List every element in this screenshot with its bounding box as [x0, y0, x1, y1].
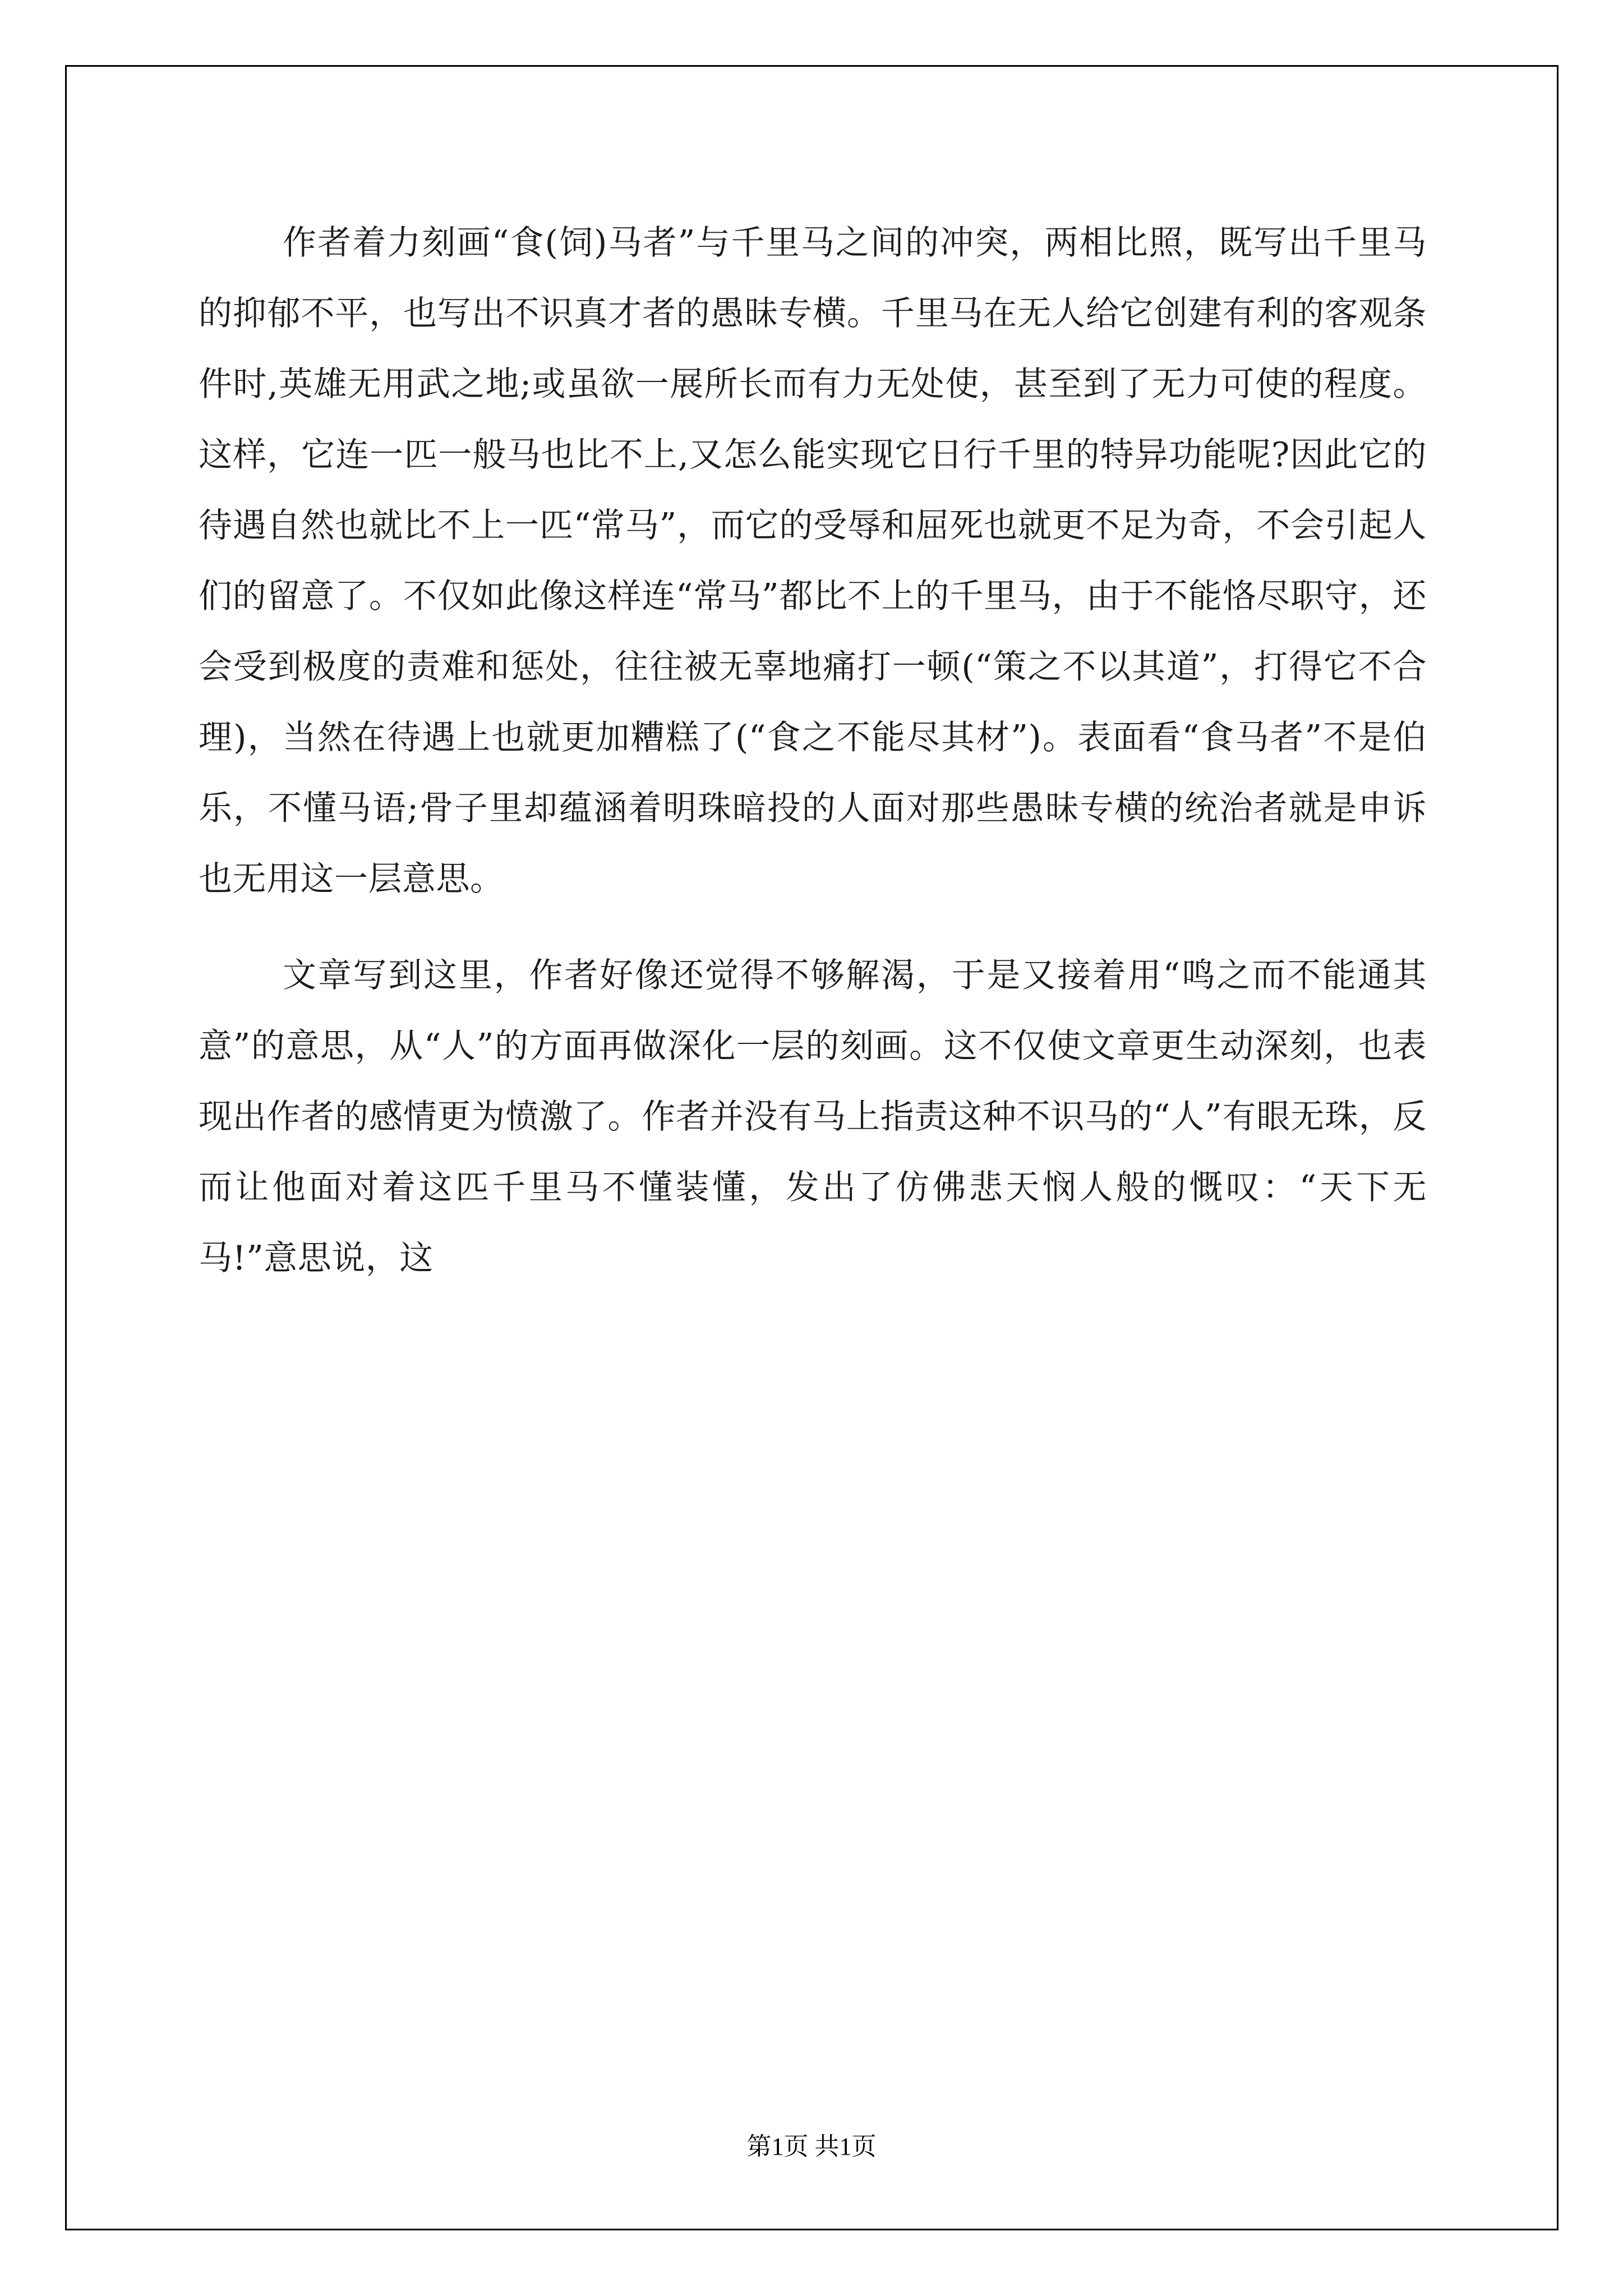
paragraph-1: 作者着力刻画“食(饲)马者”与千里马之间的冲突，两相比照，既写出千里马的抑郁不平，也写出不识真才者的愚昧专横。千里马在无人给它创建有利的客观条件时,英雄无用武之地;或虽欲一展所长而有力无处使，甚至到了无力可使的程度。这样，它连一匹一般马也比不上,又怎么能实现它日行千里的特异功能呢?因此它的待遇自然也就比不上一匹“常马”，而它的受辱和屈死也就更不足为奇，不会引起人们的留意了。不仅如此像这样连“常马”都比不上的千里马，由于不能恪尽职守，还会受到极度的责难和惩处，往往被无辜地痛打一顿(“策之不以其道”，打得它不合理)，当然在待遇上也就更加糟糕了(“食之不能尽其材”)。表面看“食马者”不是伯乐，不懂马语;骨子里却蕴涵着明珠暗投的人面对那些愚昧专横的统治者就是申诉也无用这一层意思。 [199, 223, 1427, 899]
document-body [199, 208, 1427, 1319]
paragraph-2: 文章写到这里，作者好像还觉得不够解渴，于是又接着用“鸣之而不能通其意”的意思，从“人”的方面再做深化一层的刻画。这不仅使文章更生动深刻，也表现出作者的感情更为愤激了。作者并没有马上指责这种不识马的“人”有眼无珠，反而让他面对着这匹千里马不懂装懂，发出了仿佛悲天悯人般的慨叹：“天下无马!”意思说，这 [199, 956, 1427, 1278]
page-number-footer: 第1页 共1页 [746, 2133, 877, 2160]
